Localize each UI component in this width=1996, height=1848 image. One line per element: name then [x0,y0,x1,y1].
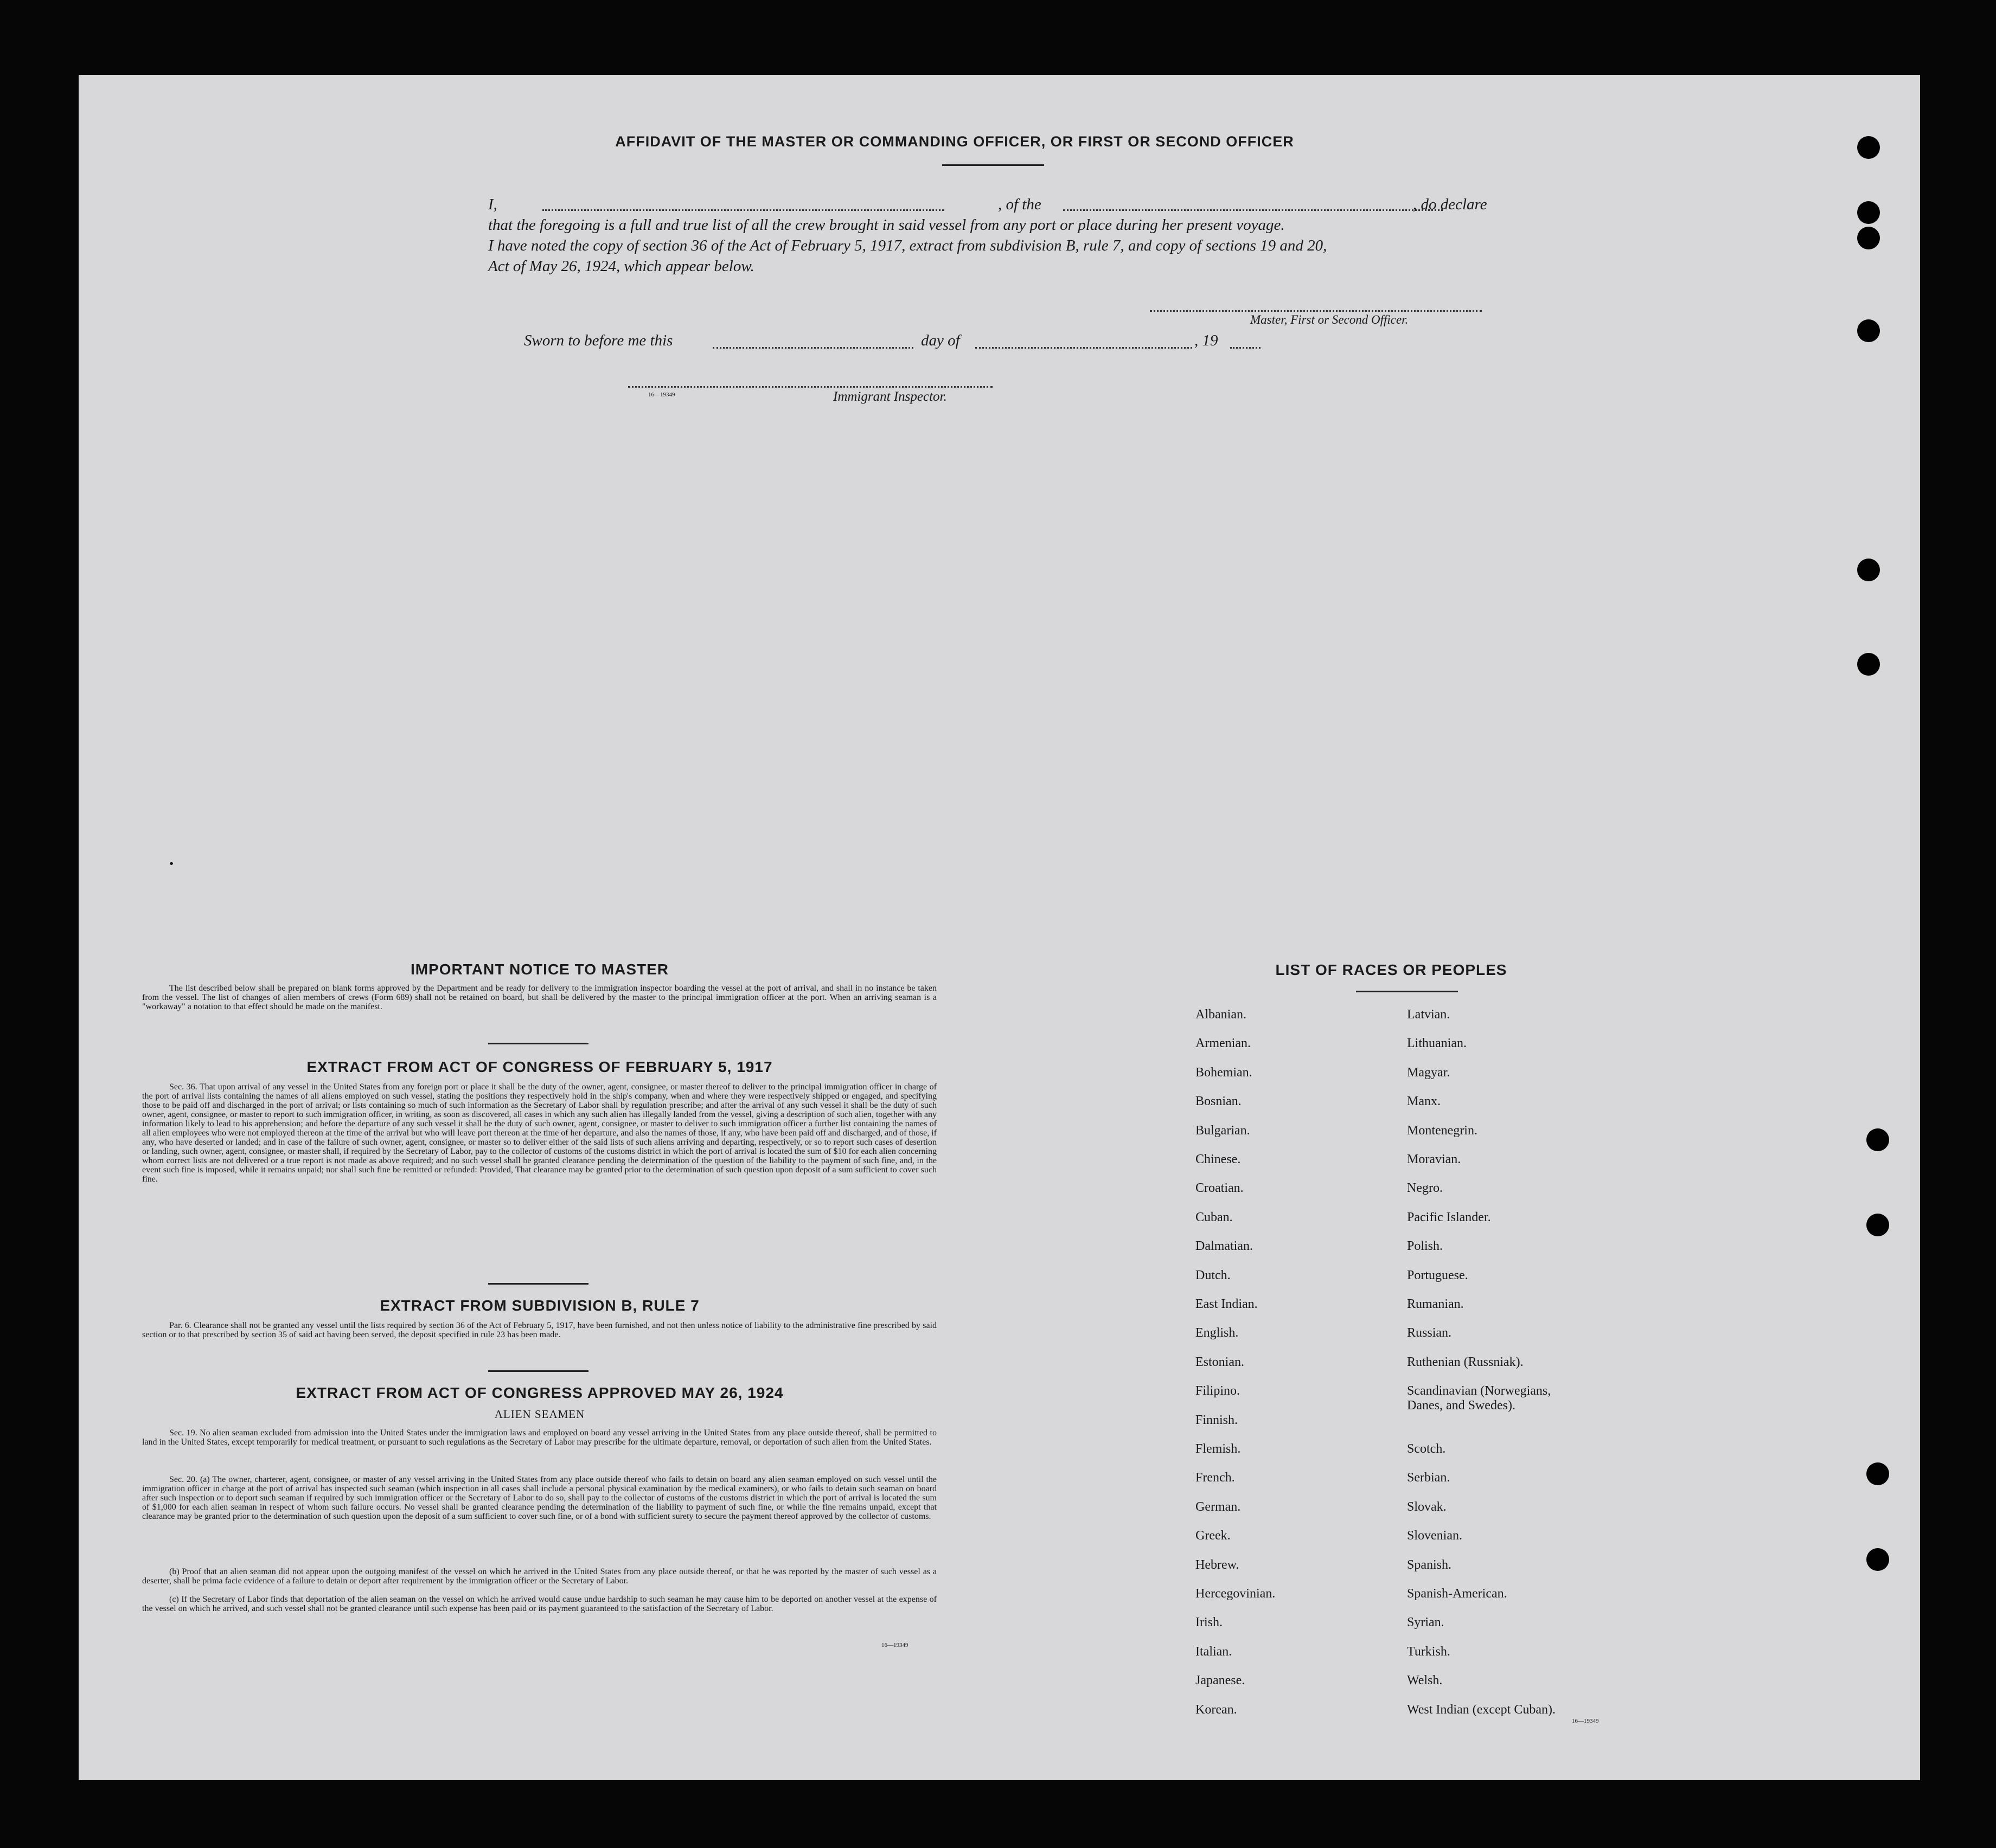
extract-1917-body: Sec. 36. That upon arrival of any vessel in the United States from any foreign port or place it shall be the duty of the owner, agent, consignee, or master thereof to deliver to the principal immigration officer in charge of the port of arrival lists containing the names of all aliens employed on such vessel, stating the positions they respectively hold in the ship's company, when and where they were respectively shipped or engaged, and specifying those to be paid off and discharged in the port of arrival; or lists containing so much of such information as the Secretary of Labor shall by regulation prescribe; and after the arrival of any such vessel it shall be the duty of such owner, agent, consignee, or master to report to such immigration officer, in writing, as soon as discovered, all cases in which any such alien has illegally landed from the vessel, giving a description of such alien, together with any information likely to lead to his apprehension; and before the departure of any such vessel it shall be the duty of such owner, agent, consignee, or master to deliver to such immigration officer a further list containing the names of all alien employees who were not employed thereon at the time of the arrival but who will leave port thereon at the time of her departure, and also the names of those, if any, who have been paid off and discharged, and of those, if any, who have deserted or landed; and in case of the failure of such owner, agent, consignee, or master so to deliver either of the said lists of such aliens arriving and departing, respectively, or so to report such cases of desertion or landing, such owner, agent, consignee, or master shall, if required by the Secretary of Labor, pay to the collector of customs of the customs district in which the port of arrival is located the sum of $10 for each alien concerning whom correct lists are not delivered or a true report is not made as above required; and no such vessel shall be granted clearance pending the determination of the question of the liability to the payment of such fine, and, in the event such fine is imposed, while it remains unpaid; nor shall such fine be remitted or refunded: Provided, That clearance may be granted prior to the determination of such question upon deposit of a sum sufficient to cover such fine. [142,1082,937,1184]
affidavit-of-the: , of the [998,196,1041,213]
master-caption: Master, First or Second Officer. [1250,313,1409,326]
punch-hole-icon [1857,319,1880,342]
affidavit-i: I, [488,196,497,213]
extract-1924-subtitle: ALIEN SEAMEN [494,1408,585,1421]
race-item: Scotch. [1407,1442,1446,1456]
punch-hole-icon [1857,653,1880,676]
race-item: Flemish. [1195,1442,1241,1456]
sworn-day-field[interactable] [713,347,913,349]
race-item: Moravian. [1407,1152,1461,1166]
race-item: Turkish. [1407,1644,1450,1659]
sworn-month-field[interactable] [975,347,1192,349]
affidavit-line2: that the foregoing is a full and true list of all the crew brought in said vessel from any port or place during her present voyage. [488,216,1285,234]
title-rule [942,164,1044,166]
race-item: Irish. [1195,1615,1223,1630]
race-item: Dutch. [1195,1268,1231,1282]
sec19-body: Sec. 19. No alien seaman excluded from admission into the United States under the immigration laws and employed on board any vessel arriving in the United States from any place outside thereof, shall be permitted to land in the United States, except temporarily for medical treatment, or pursuant to such regulations as the Secretary of Labor may prescribe for the ultimate departure, removal, or deportation of such alien from the United States. [142,1428,937,1447]
name-field[interactable] [542,209,944,211]
race-item: Montenegrin. [1407,1123,1477,1138]
race-item: Spanish-American. [1407,1587,1507,1601]
race-item: Magyar. [1407,1065,1450,1080]
punch-hole-icon [1866,1128,1889,1151]
punch-hole-icon [1866,1214,1889,1236]
punch-hole-icon [1857,559,1880,581]
sworn-line [524,332,1283,354]
divider [488,1370,588,1372]
punch-hole-icon [1857,201,1880,224]
race-item: Filipino. [1195,1384,1240,1398]
race-item: Negro. [1407,1181,1443,1196]
race-item: Greek. [1195,1529,1231,1543]
inspector-caption: Immigrant Inspector. [833,389,947,404]
affidavit-title: AFFIDAVIT OF THE MASTER OR COMMANDING OFFICER, OR FIRST OR SECOND OFFICER [615,133,1294,150]
race-item: Japanese. [1195,1673,1245,1688]
race-item: Polish. [1407,1239,1443,1254]
form-sheet [79,75,1920,1780]
race-item: Serbian. [1407,1471,1450,1485]
race-item: Korean. [1195,1702,1237,1717]
race-item: Italian. [1195,1644,1232,1659]
race-item: Slovak. [1407,1499,1447,1514]
sec20a-body: Sec. 20. (a) The owner, charterer, agent, consignee, or master of any vessel arriving in the United States from any place outside thereof who fails to detain on board any alien seaman employed on such vessel until the immigration officer in charge at the port of arrival has inspected such seaman (which inspection in all cases shall include a personal physical examination by the medical examiners), or who fails to detain such seaman on board after such inspection or to deport such seaman if required by such immigration officer or the Secretary of Labor to do so, shall pay to the collector of customs of the customs district in which the port of arrival is located the sum of $1,000 for each alien seaman in respect of whom such failure occurs. No vessel shall be granted clearance pending the determination of the liability to payment of such fine, or while the fine remains unpaid, except that clearance may be granted prior to the determination of such question upon the deposit of a sum sufficient to cover such fine, or of a bond with sufficient surety to secure the payment thereof approved by the collector of customs. [142,1475,937,1521]
race-item: Albanian. [1195,1008,1246,1022]
race-item: Slovenian. [1407,1529,1462,1543]
race-item: Dalmatian. [1195,1239,1253,1254]
divider [1356,991,1458,992]
divider [488,1283,588,1285]
extract-1917-title: EXTRACT FROM ACT OF CONGRESS OF FEBRUARY 5, 1917 [306,1058,773,1075]
extract-1924-title: EXTRACT FROM ACT OF CONGRESS APPROVED MAY 26, 1924 [296,1384,784,1401]
race-item: Armenian. [1195,1036,1251,1051]
race-item: Portuguese. [1407,1268,1468,1282]
year-label: , 19 [1194,332,1218,349]
race-item: Hercegovinian. [1195,1587,1276,1601]
race-item: Bohemian. [1195,1065,1252,1080]
race-item: East Indian. [1195,1297,1258,1311]
inspector-signature-field[interactable] [628,386,993,388]
race-item: Spanish. [1407,1557,1452,1572]
race-item: Ruthenian (Russniak). [1407,1355,1524,1369]
affidavit-block [488,194,1508,277]
notice-body: The list described below shall be prepared on blank forms approved by the Department and be ready for delivery to the immigration inspector boarding the vessel at the port of arrival, and shall in no instance be taken from the vessel. The list of changes of alien members of crews (Form 689) shall not be retained on board, but shall be delivered by the master to the principal immigration officer at the port. When an arriving seaman is a "workaway" a notation to that effect should be made on the manifest. [142,984,937,1011]
vessel-field[interactable] [1063,209,1443,211]
affidavit-line3: I have noted the copy of section 36 of the Act of February 5, 1917, extract from subdivision B, rule 7, and copy of sections 19 and 20, [488,237,1327,254]
affidavit-line4: Act of May 26, 1924, which appear below. [488,258,754,275]
race-item: Bosnian. [1195,1094,1242,1109]
race-item: Pacific Islander. [1407,1210,1491,1224]
race-item: Manx. [1407,1094,1441,1109]
ink-mark [170,862,173,865]
form-number: 16—19349 [1572,1718,1599,1724]
race-item: French. [1195,1471,1235,1485]
race-item: Chinese. [1195,1152,1241,1166]
race-item: Bulgarian. [1195,1123,1250,1138]
master-signature-field[interactable] [1150,310,1482,312]
divider [488,1043,588,1044]
races-title: LIST OF RACES OR PEOPLES [1275,961,1507,978]
sec20c-body: (c) If the Secretary of Labor finds that deportation of the alien seaman on the vessel on which he arrived would cause undue hardship to such seaman he may cause him to be deported on another vessel at the expense of the vessel on which he arrived, and such vessel shall not be granted clearance until such expense has been paid or its payment guaranteed to the satisfaction of the Secretary of Labor. [142,1595,937,1613]
race-item: Estonian. [1195,1355,1244,1369]
race-item: Finnish. [1195,1413,1238,1427]
punch-hole-icon [1857,227,1880,249]
form-number: 16—19349 [648,392,675,398]
day-of-label: day of [921,332,960,349]
form-number: 16—19349 [881,1642,909,1648]
sworn-label: Sworn to before me this [524,332,673,349]
race-item: Syrian. [1407,1615,1444,1630]
race-item: Cuban. [1195,1210,1233,1224]
race-item: West Indian (except Cuban). [1407,1702,1556,1717]
race-item: Russian. [1407,1326,1452,1340]
race-item: German. [1195,1499,1241,1514]
punch-hole-icon [1866,1548,1889,1571]
rule7-title: EXTRACT FROM SUBDIVISION B, RULE 7 [380,1297,700,1314]
rule7-body: Par. 6. Clearance shall not be granted any vessel until the lists required by section 36 of the Act of February 5, 1917, have been furnished, and not then unless notice of liability to the administrative fine prescribed by said section or to that prescribed by section 35 of said act having been served, the deposit specified in rule 23 has been made. [142,1321,937,1339]
race-item: Hebrew. [1195,1557,1239,1572]
race-item: Croatian. [1195,1181,1244,1196]
race-item: Lithuanian. [1407,1036,1467,1051]
punch-hole-icon [1866,1462,1889,1485]
race-item: Rumanian. [1407,1297,1464,1311]
race-item: Scandinavian (Norwegians, Danes, and Swedes). [1407,1384,1551,1413]
sec20b-body: (b) Proof that an alien seaman did not appear upon the outgoing manifest of the vessel on which he arrived in the United States from any place outside thereof, or that he was reported by the master of such vessel as a deserter, shall be prima facie evidence of a failure to detain or deport after requirement by the immigration officer or the Secretary of Labor. [142,1567,937,1586]
punch-hole-icon [1857,136,1880,159]
race-item: Welsh. [1407,1673,1443,1688]
race-item: Latvian. [1407,1008,1450,1022]
sworn-year-field[interactable] [1230,347,1261,349]
race-item: English. [1195,1326,1239,1340]
notice-title: IMPORTANT NOTICE TO MASTER [410,961,669,978]
affidavit-do-declare: , do declare [1413,196,1487,213]
